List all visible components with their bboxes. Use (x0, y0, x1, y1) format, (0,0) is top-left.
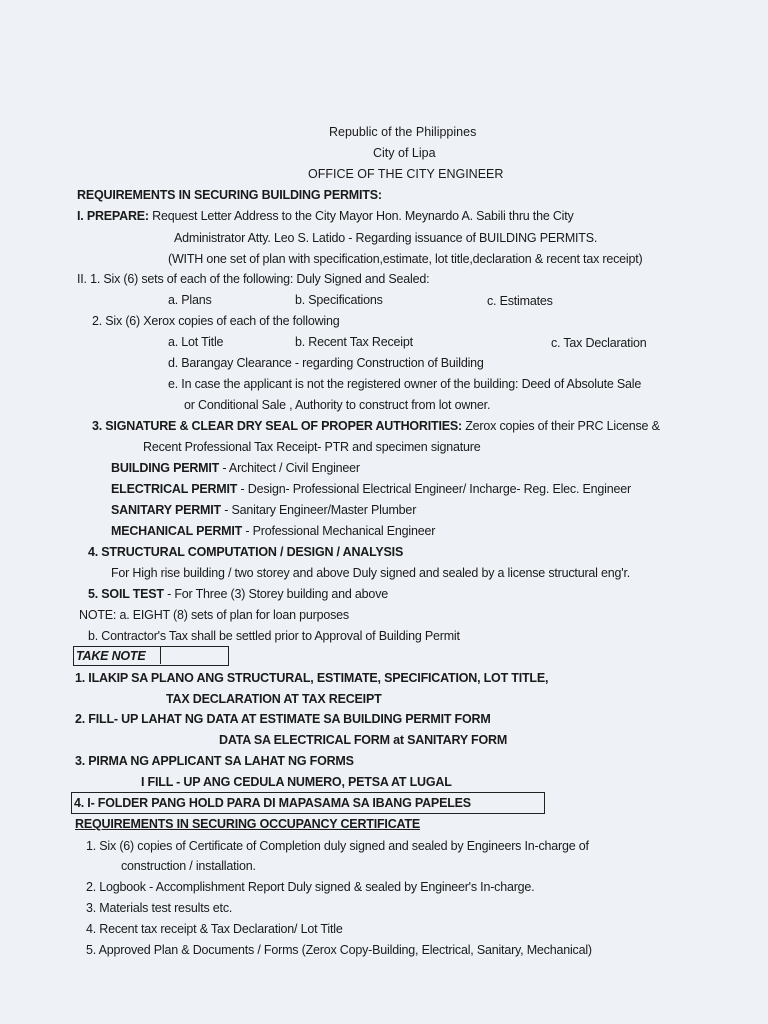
occupancy-heading: REQUIREMENTS IN SECURING OCCUPANCY CERTIFICATE (75, 817, 420, 831)
electrical-permit-text: - Design- Professional Electrical Engineer/ Incharge- Reg. Elec. Engineer (237, 482, 631, 496)
ii-1-c: c. Estimates (487, 294, 553, 308)
ii-5-line (88, 587, 388, 602)
take-note-divider (160, 646, 161, 664)
ii-1-b: b. Specifications (295, 293, 383, 307)
ii-5-text: - For Three (3) Storey building and above (163, 587, 388, 601)
take-note-item-4: 4. I- FOLDER PANG HOLD PARA DI MAPASAMA SA IBANG PAPELES (74, 796, 471, 810)
sanitary-permit-line (111, 503, 416, 518)
ii-2-e-cont: or Conditional Sale , Authority to construct from lot owner. (184, 398, 491, 412)
ii-2-a: a. Lot Title (168, 335, 224, 349)
building-permit-line (111, 461, 360, 476)
ii-2-d: d. Barangay Clearance - regarding Construction of Building (168, 356, 484, 370)
ii-3-label: 3. SIGNATURE & CLEAR DRY SEAL OF PROPER AUTHORITIES: (92, 419, 462, 433)
take-note-item-2-cont: DATA SA ELECTRICAL FORM at SANITARY FORM (219, 733, 508, 747)
ii-2-b: b. Recent Tax Receipt (295, 335, 413, 349)
sanitary-permit-text: - Sanitary Engineer/Master Plumber (220, 503, 417, 517)
ii-4: 4. STRUCTURAL COMPUTATION / DESIGN / ANALYSIS (88, 545, 404, 559)
take-note-label: TAKE NOTE (76, 649, 146, 663)
header-city: City of Lipa (373, 146, 436, 160)
building-permit-text: - Architect / Civil Engineer (219, 461, 360, 475)
ii-1-a: a. Plans (168, 293, 212, 307)
prepare-cont-2: (WITH one set of plan with specification,estimate, lot title,declaration & recent tax receipt) (168, 252, 643, 266)
mechanical-permit-text: - Professional Mechanical Engineer (242, 524, 436, 538)
prepare-text: Request Letter Address to the City Mayor Hon. Meynardo A. Sabili thru the City (148, 209, 574, 223)
prepare-label: I. PREPARE: (77, 209, 149, 223)
ii-4-text: For High rise building / two storey and above Duly signed and sealed by a license structural eng'r. (111, 566, 630, 580)
prepare-cont-1: Administrator Atty. Leo S. Latido - Regarding issuance of BUILDING PERMITS. (174, 231, 598, 245)
sanitary-permit-label: SANITARY PERMIT (111, 503, 221, 517)
ii-3-line (92, 419, 660, 434)
ii-1: II. 1. Six (6) sets of each of the following: Duly Signed and Sealed: (77, 272, 430, 286)
ii-2-e: e. In case the applicant is not the registered owner of the building: Deed of Absolute Sale (168, 377, 642, 391)
header-country: Republic of the Philippines (329, 125, 477, 139)
take-note-item-3-cont: I FILL - UP ANG CEDULA NUMERO, PETSA AT LUGAL (141, 775, 452, 789)
note-b: b. Contractor's Tax shall be settled prior to Approval of Building Permit (88, 629, 460, 643)
occupancy-item-1: 1. Six (6) copies of Certificate of Completion duly signed and sealed by Engineers In-charge of (86, 839, 589, 853)
occupancy-item-3: 3. Materials test results etc. (86, 901, 233, 915)
header-office: OFFICE OF THE CITY ENGINEER (308, 167, 504, 181)
occupancy-item-5: 5. Approved Plan & Documents / Forms (Zerox Copy-Building, Electrical, Sanitary, Mechanical) (86, 943, 592, 957)
occupancy-item-1-cont: construction / installation. (121, 859, 256, 873)
electrical-permit-line (111, 482, 631, 497)
occupancy-item-2: 2. Logbook - Accomplishment Report Duly signed & sealed by Engineer's In-charge. (86, 880, 535, 894)
mechanical-permit-label: MECHANICAL PERMIT (111, 524, 243, 538)
electrical-permit-label: ELECTRICAL PERMIT (111, 482, 238, 496)
ii-2-c: c. Tax Declaration (551, 336, 647, 350)
take-note-item-1-cont: TAX DECLARATION AT TAX RECEIPT (166, 692, 382, 706)
take-note-item-3: 3. PIRMA NG APPLICANT SA LAHAT NG FORMS (75, 754, 354, 768)
building-heading: REQUIREMENTS IN SECURING BUILDING PERMITS: (77, 188, 382, 202)
ii-5-label: 5. SOIL TEST (88, 587, 164, 601)
ii-3-text: Zerox copies of their PRC License & (461, 419, 660, 433)
ii-2: 2. Six (6) Xerox copies of each of the following (92, 314, 340, 328)
note-a: NOTE: a. EIGHT (8) sets of plan for loan purposes (79, 608, 349, 622)
occupancy-item-4: 4. Recent tax receipt & Tax Declaration/ Lot Title (86, 922, 343, 936)
take-note-item-2: 2. FILL- UP LAHAT NG DATA AT ESTIMATE SA BUILDING PERMIT FORM (75, 712, 491, 726)
prepare-line (77, 209, 574, 224)
ii-3-cont: Recent Professional Tax Receipt- PTR and specimen signature (143, 440, 481, 454)
take-note-item-1: 1. ILAKIP SA PLANO ANG STRUCTURAL, ESTIMATE, SPECIFICATION, LOT TITLE, (75, 671, 549, 685)
mechanical-permit-line (111, 524, 435, 539)
building-permit-label: BUILDING PERMIT (111, 461, 220, 475)
